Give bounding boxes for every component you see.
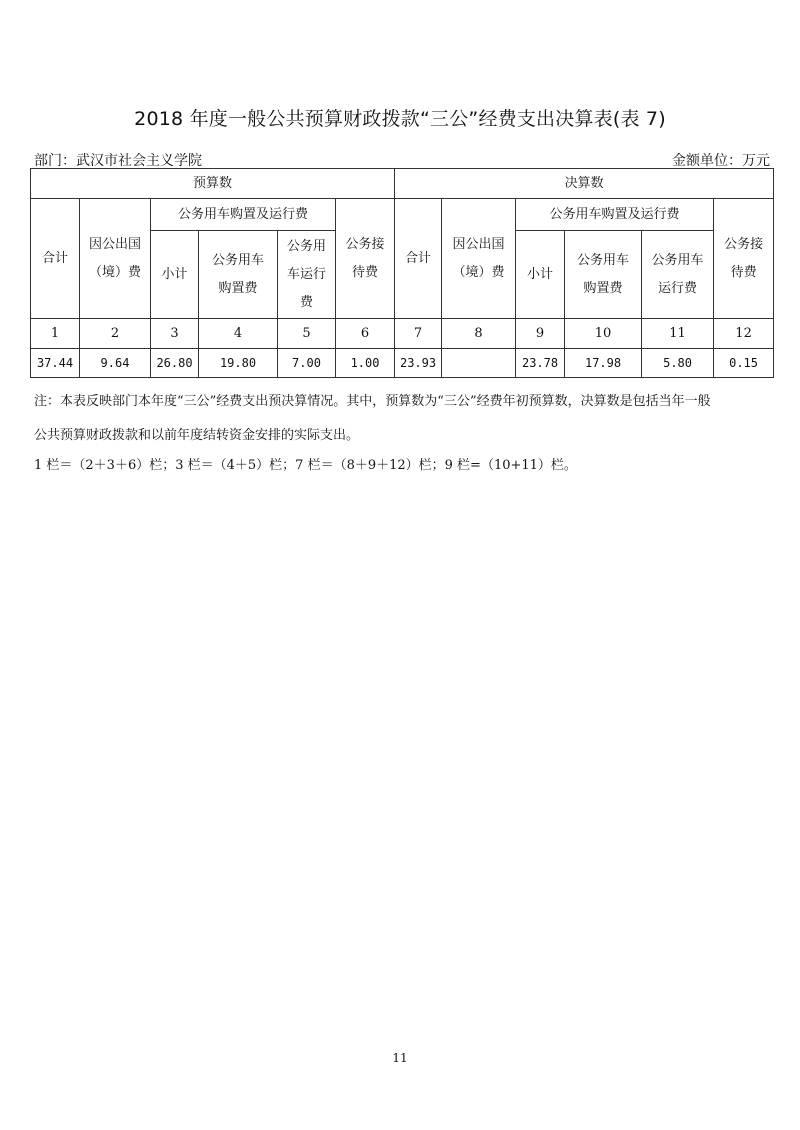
final-subtotal-header: 小计 <box>516 231 565 319</box>
final-purchase-header: 公务用车 购置费 <box>565 231 642 319</box>
value-cell: 5.80 <box>642 349 714 378</box>
department-label: 部门：武汉市社会主义学院 <box>34 153 202 169</box>
col-number: 4 <box>199 319 278 349</box>
value-cell: 23.78 <box>516 349 565 378</box>
page-number: 11 <box>392 1051 408 1065</box>
value-cell: 37.44 <box>31 349 80 378</box>
col-number: 6 <box>336 319 395 349</box>
value-cell: 9.64 <box>80 349 151 378</box>
col-number: 5 <box>278 319 336 349</box>
value-cell: 19.80 <box>199 349 278 378</box>
unit-label: 金额单位：万元 <box>672 153 770 169</box>
budget-vehicle-group-header: 公务用车购置及运行费 <box>151 199 336 231</box>
page-title: 2018 年度一般公共预算财政拨款“三公”经费支出决算表(表 7) <box>134 108 666 130</box>
budget-total-header: 合计 <box>31 199 80 319</box>
budget-running-header: 公务用 车运行 费 <box>278 231 336 319</box>
col-number: 8 <box>442 319 516 349</box>
value-cell <box>442 349 516 378</box>
budget-table <box>30 168 774 378</box>
final-vehicle-group-header: 公务用车购置及运行费 <box>516 199 714 231</box>
formula-note: 1 栏＝（2＋3＋6）栏；3 栏＝（4＋5）栏；7 栏＝（8＋9＋12）栏；9 栏=（10+11）栏。 <box>34 458 577 473</box>
final-total-header: 合计 <box>395 199 442 319</box>
value-cell: 7.00 <box>278 349 336 378</box>
budget-abroad-header: 因公出国 （境）费 <box>80 199 151 319</box>
col-number: 3 <box>151 319 199 349</box>
value-cell: 0.15 <box>714 349 774 378</box>
final-running-header: 公务用车 运行费 <box>642 231 714 319</box>
final-header: 决算数 <box>395 169 774 199</box>
budget-header: 预算数 <box>31 169 395 199</box>
column-number-row <box>31 319 774 349</box>
value-cell: 26.80 <box>151 349 199 378</box>
final-abroad-header: 因公出国 （境）费 <box>442 199 516 319</box>
note-line-1: 注：本表反映部门本年度“三公”经费支出预决算情况。其中，预算数为“三公”经费年初预算数，决算数是包括当年一般 <box>34 394 711 409</box>
value-cell: 17.98 <box>565 349 642 378</box>
budget-purchase-header: 公务用车 购置费 <box>199 231 278 319</box>
col-number: 11 <box>642 319 714 349</box>
value-cell: 23.93 <box>395 349 442 378</box>
budget-reception-header: 公务接 待费 <box>336 199 395 319</box>
value-row <box>31 349 774 378</box>
col-number: 9 <box>516 319 565 349</box>
col-number: 10 <box>565 319 642 349</box>
note-line-2: 公共预算财政拨款和以前年度结转资金安排的实际支出。 <box>34 428 360 443</box>
col-number: 2 <box>80 319 151 349</box>
col-number: 1 <box>31 319 80 349</box>
col-number: 12 <box>714 319 774 349</box>
value-cell: 1.00 <box>336 349 395 378</box>
budget-subtotal-header: 小计 <box>151 231 199 319</box>
final-reception-header: 公务接 待费 <box>714 199 774 319</box>
col-number: 7 <box>395 319 442 349</box>
